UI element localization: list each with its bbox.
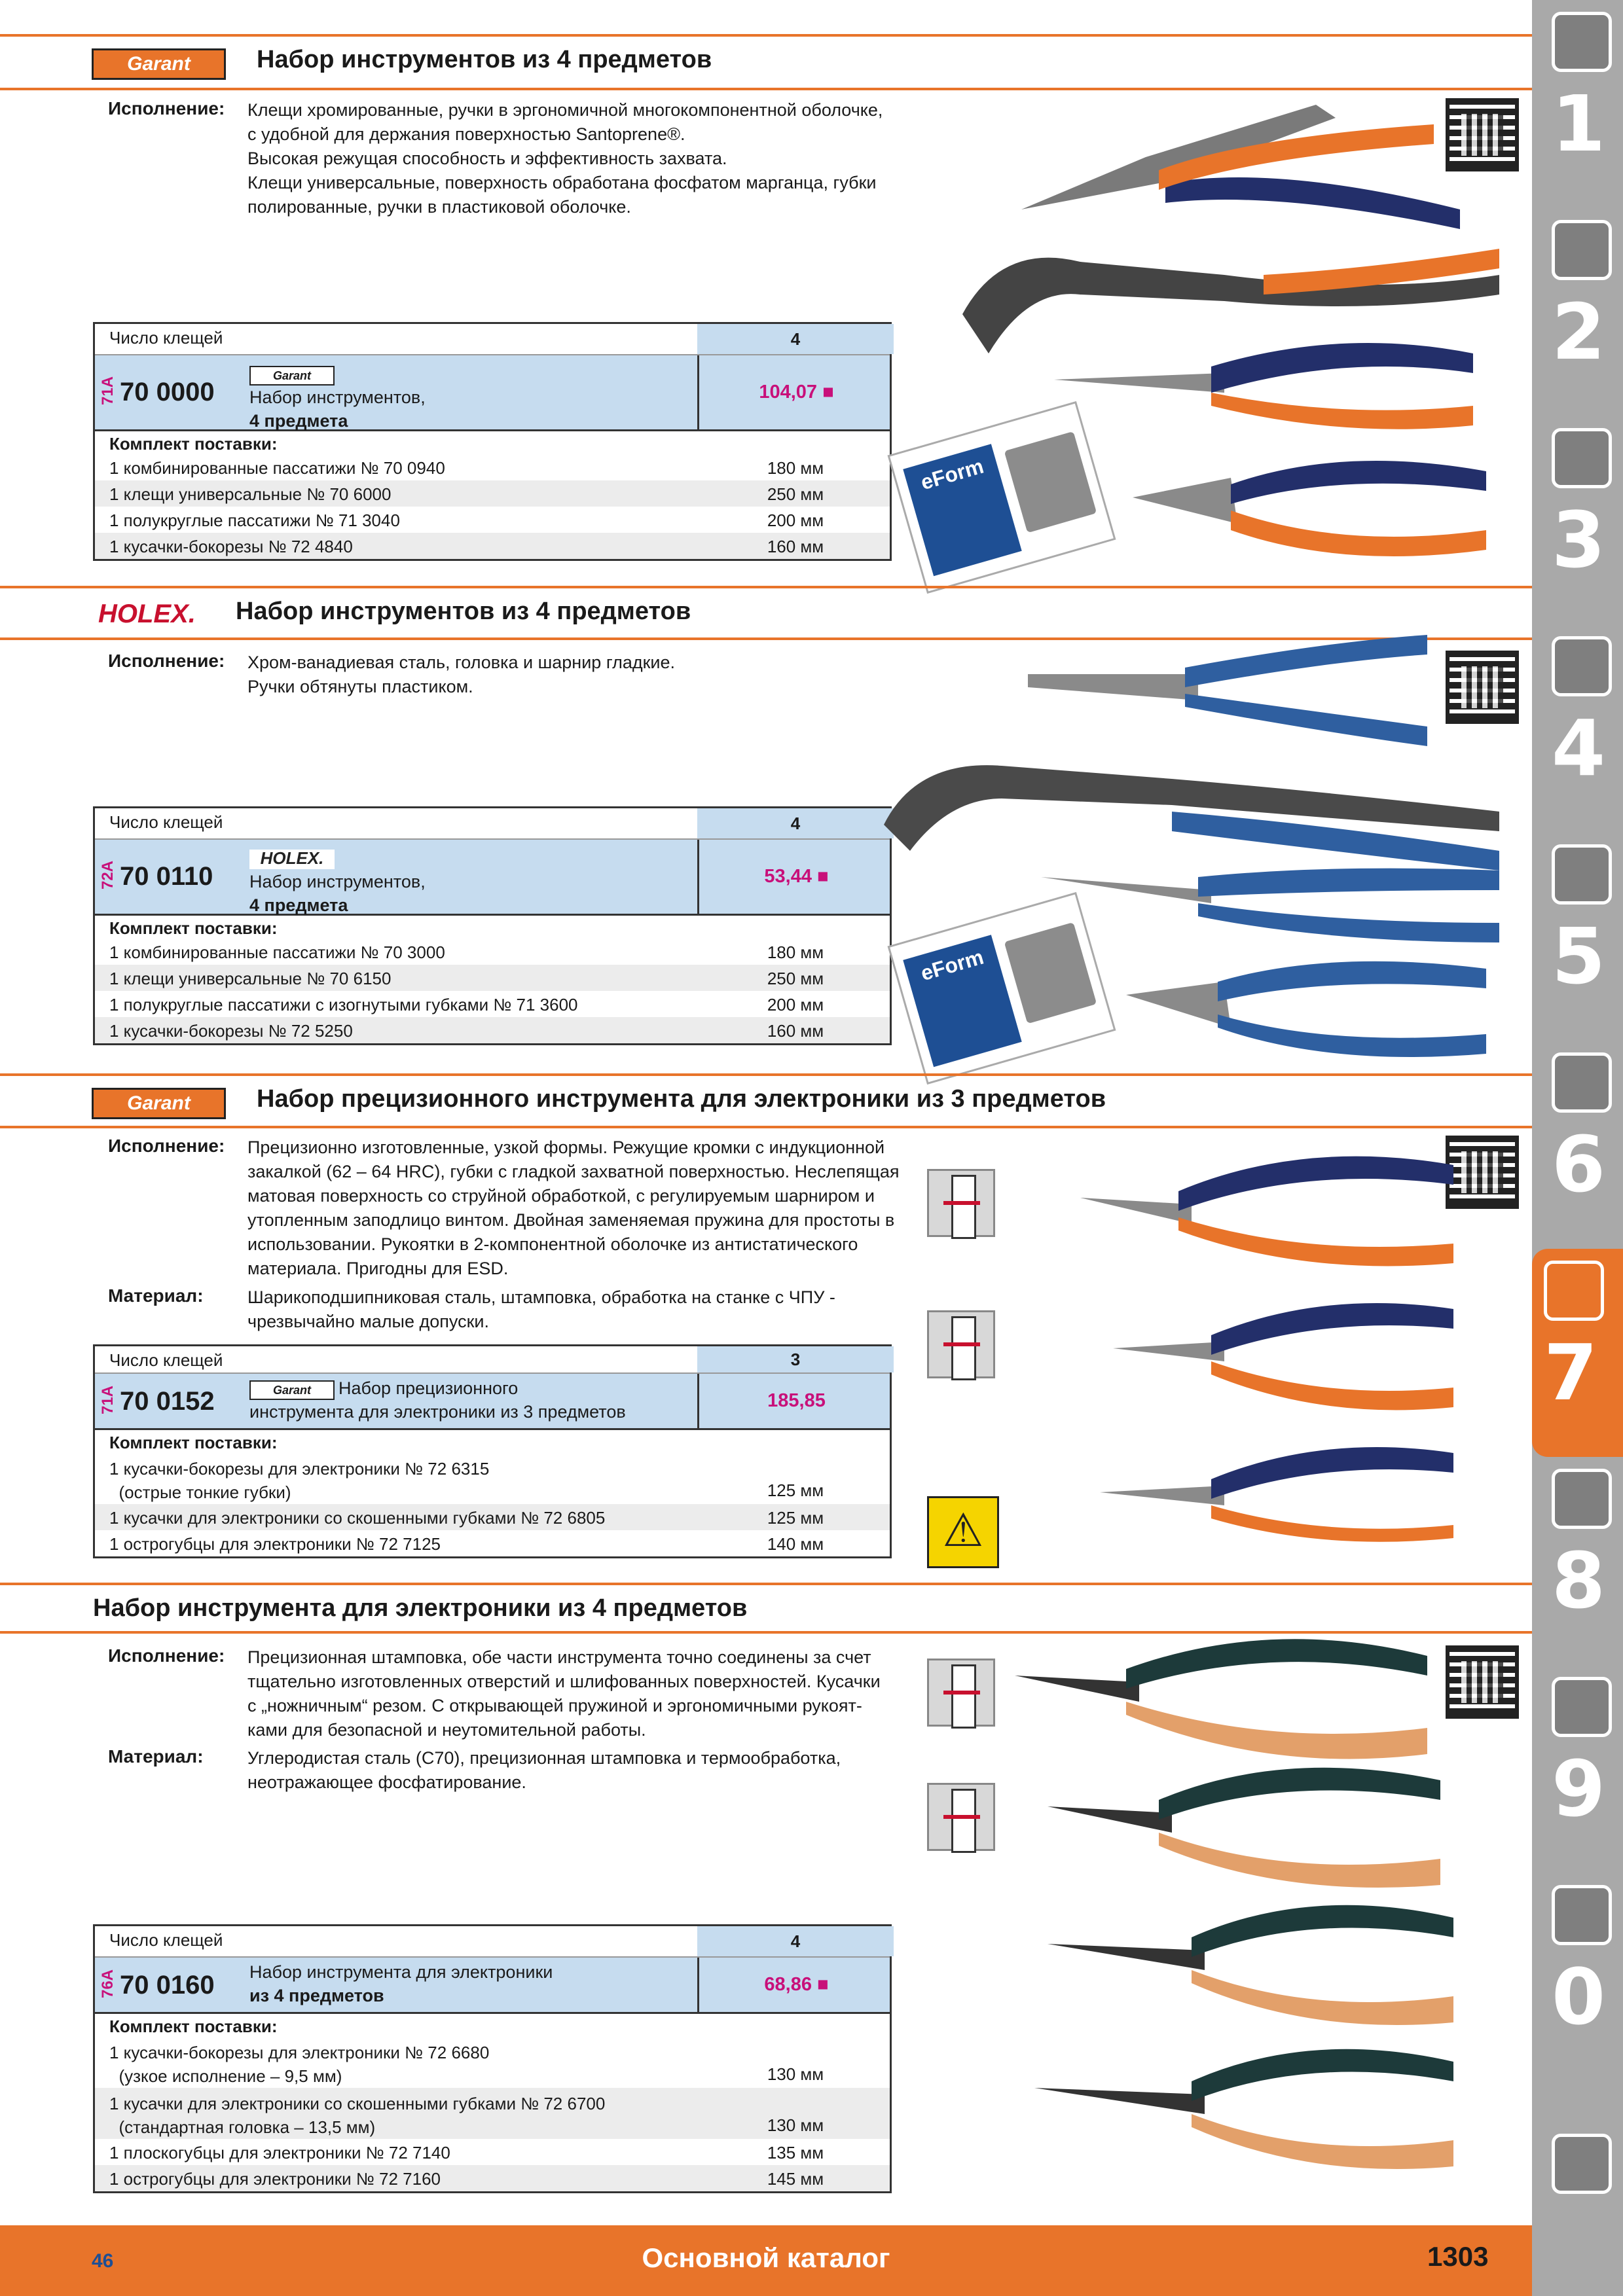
caliper-icon	[1552, 636, 1612, 696]
article-number[interactable]: 70 0152	[120, 1387, 215, 1416]
price: 53,44 ■	[697, 840, 894, 914]
list-item: 1 клещи универсальные № 70 6150 250 мм	[95, 965, 890, 991]
chapter-tabs	[1532, 0, 1623, 2296]
material-text: Шарикоподшипниковая сталь, штамповка, обработка на станке с ЧПУ - чрезвычайно малые допуски.	[247, 1287, 835, 1331]
info-icon	[1552, 2134, 1612, 2194]
eform-icon[interactable]: eForm	[887, 401, 1116, 594]
pliers-image	[1028, 635, 1427, 746]
supply-label: Комплект поставки:	[109, 1433, 278, 1452]
section-title: Набор инструмента для электроники из 4 предметов	[93, 1594, 748, 1622]
execution-label: Исполнение:	[108, 1645, 225, 1666]
list-item: 1 острогубцы для электроники № 72 7160 145 мм	[95, 2165, 890, 2191]
execution-text: Клещи хромированные, ручки в эргономичной многокомпонентной оболочке, с удобной для держания поверхностью Santoprene®. Высокая режущая способность и эффективность захвата. Клещи универсальные, поверхность обработана фосфатом марганца, губки полированные, ручки в пластиковой оболочке.	[247, 100, 883, 217]
holex-logo: HOLEX.	[98, 600, 196, 628]
price: 68,86 ■	[697, 1958, 894, 2012]
article-name: Набор инструмента для электроники из 4 предметов	[249, 1962, 553, 2005]
garant-logo: Garant	[249, 1380, 335, 1400]
material-text: Углеродистая сталь (С70), прецизионная штамповка и термообработка, неотражающее фосфатирование.	[247, 1748, 841, 1792]
price: 104,07 ■	[697, 355, 894, 429]
cutting-edge-icon	[927, 1783, 995, 1851]
tab-chapter-4[interactable]: 4	[1540, 624, 1617, 833]
pliers-image	[1113, 1303, 1453, 1410]
article-number[interactable]: 70 0160	[120, 1971, 215, 2000]
pliers-image	[1126, 961, 1486, 1057]
list-item: 1 кусачки-бокорезы для электроники № 72 6315 (острые тонкие губки) 125 мм	[109, 1459, 824, 1502]
list-item: 1 кусачки-бокорезы № 72 5250 160 мм	[95, 1017, 890, 1043]
list-item: 1 комбинированные пассатижи № 70 3000 180 мм	[109, 942, 824, 962]
pliers-image	[1048, 1768, 1440, 1888]
supply-label: Комплект поставки:	[109, 2017, 278, 2036]
pliers-image	[1041, 869, 1499, 942]
tool-cabinet-icon	[1552, 1677, 1612, 1737]
pliers-image	[1048, 1905, 1453, 2025]
garant-logo: Garant	[92, 1088, 226, 1119]
pliers-image	[1080, 1157, 1453, 1266]
page-number-left: 46	[92, 2250, 114, 2272]
pliers-set-image	[871, 628, 1512, 1060]
safety-goggles-icon	[1552, 1885, 1612, 1945]
garant-logo: Garant	[249, 366, 335, 386]
pliers-set-image	[1008, 1617, 1467, 2193]
supply-label: Комплект поставки:	[109, 918, 278, 938]
execution-text: Прецизионная штамповка, обе части инструмента точно соединены за счет тщательно изготовленных отверстий и шлифованных поверхностей. Кусачки с „ножничным“ резом. С открывающей пружиной и эргономичными рукоят- ками для безопасной и неутомительной работы.	[247, 1647, 881, 1740]
page-footer	[0, 2225, 1532, 2296]
execution-label: Исполнение:	[108, 651, 225, 671]
execution-text: Прецизионно изготовленные, узкой формы. Режущие кромки с индукционной закалкой (62 – 64 HRC), губки с гладкой захватной поверхностью. Неслепящая матовая поверхность со струйной обработкой, с регулируемым шарниром и утопленным заподлицо винтом. Двойная заменяемая пружина для простоты в использовании. Рукоятки в 2-компонентной оболочке из антистатического материала. Пригодны для ESD.	[247, 1138, 900, 1278]
pliers-image	[1054, 343, 1473, 429]
tab-chapter-1[interactable]: 1	[1540, 0, 1617, 208]
list-item: 1 плоскогубцы для электроники № 72 7140 135 мм	[109, 2143, 824, 2162]
cutting-edge-icon	[927, 1310, 995, 1378]
list-item: 1 острогубцы для электроники № 72 7125 140 мм	[109, 1534, 824, 1554]
article-row[interactable]: 76A 70 0160 Набор инструмента для электроники из 4 предметов 68,86 ■	[95, 1958, 890, 2014]
tab-chapter-3[interactable]: 3	[1540, 416, 1617, 624]
tab-chapter-2[interactable]: 2	[1540, 208, 1617, 416]
product-table	[93, 1344, 892, 1558]
pliers-image	[1100, 1447, 1453, 1542]
article-row[interactable]: 72A 70 0110 HOLEX. Набор инструментов, 4 предмета 53,44 ■	[95, 840, 890, 916]
pliers-set-image	[1074, 1126, 1467, 1545]
pliers-image	[1015, 1639, 1427, 1759]
tab-chapter-5[interactable]: 5	[1540, 833, 1617, 1041]
toolkit-icon	[1552, 1469, 1612, 1529]
table-header: Число клещей 3	[95, 1346, 890, 1374]
pliers-set-image	[949, 79, 1506, 569]
table-header: Число клещей 4	[95, 1926, 890, 1958]
list-item: 1 полукруглые пассатижи с изогнутыми губками № 71 3600 200 мм	[109, 995, 824, 1014]
table-header: Число клещей 4	[95, 808, 890, 840]
list-item: 1 кусачки-бокорезы для электроники № 72 6680 (узкое исполнение – 9,5 мм) 130 мм	[109, 2043, 824, 2086]
product-table	[93, 1924, 892, 2193]
section-title: Набор прецизионного инструмента для электроники из 3 предметов	[257, 1085, 1106, 1113]
insert-icon	[1552, 220, 1612, 280]
section-title: Набор инструментов из 4 предметов	[236, 598, 691, 625]
material-label: Материал:	[108, 1746, 204, 1767]
section-header	[0, 1076, 1532, 1128]
article-name: HOLEX. Набор инструментов, 4 предмета	[249, 848, 426, 915]
tab-chapter-6[interactable]: 6	[1540, 1041, 1617, 1249]
pliers-image	[1133, 461, 1486, 556]
execution-text: Хром-ванадиевая сталь, головка и шарнир гладкие. Ручки обтянуты пластиком.	[247, 653, 676, 696]
article-row[interactable]: 71A 70 0152 Garant Набор прецизионного инструмента для электроники из 3 предметов 185,85	[95, 1374, 890, 1430]
chuck-icon	[1552, 428, 1612, 488]
product-table	[93, 806, 892, 1045]
execution-label: Исполнение:	[108, 1136, 225, 1156]
price: 185,85	[697, 1374, 894, 1428]
catalog-title: Основной каталог	[642, 2242, 890, 2273]
supply-label: Комплект поставки:	[109, 434, 278, 454]
execution-label: Исполнение:	[108, 98, 225, 118]
holex-logo: HOLEX.	[249, 850, 335, 869]
tab-chapter-9[interactable]: 9	[1540, 1665, 1617, 1873]
list-item: 1 кусачки для электроники со скошенными губками № 72 6700 (стандартная головка – 13,5 мм) 130 мм	[95, 2088, 890, 2139]
article-row[interactable]: 71A 70 0000 Garant Набор инструментов, 4 предмета 104,07 ■	[95, 355, 890, 431]
pliers-image	[1034, 2049, 1453, 2169]
tab-chapter-8[interactable]: 8	[1540, 1457, 1617, 1665]
list-item: 1 кусачки для электроники со скошенными губками № 72 6805 125 мм	[95, 1504, 890, 1530]
article-number[interactable]: 70 0110	[120, 862, 213, 891]
pliers-hammer-icon	[1544, 1261, 1604, 1321]
tab-info[interactable]	[1540, 2081, 1617, 2225]
wrench-screwdriver-icon	[1552, 1052, 1612, 1113]
article-number[interactable]: 70 0000	[120, 378, 215, 406]
tab-chapter-0[interactable]: 0	[1540, 1873, 1617, 2081]
section-title: Набор инструментов из 4 предметов	[257, 46, 712, 73]
cutting-edge-icon	[927, 1169, 995, 1237]
drill-bit-icon	[1552, 12, 1612, 72]
pliers-image	[962, 249, 1499, 353]
pliers-image	[1021, 105, 1460, 229]
list-item: 1 комбинированные пассатижи № 70 0940 180 мм	[109, 458, 824, 478]
grinding-disc-icon	[1552, 844, 1612, 905]
cutting-edge-icon	[927, 1659, 995, 1727]
article-name: Garant Набор инструментов, 4 предмета	[249, 362, 426, 433]
material-label: Материал:	[108, 1285, 204, 1306]
pliers-image	[884, 765, 1499, 870]
esd-warning-icon	[927, 1496, 999, 1568]
list-item: 1 кусачки-бокорезы № 72 4840 160 мм	[95, 533, 890, 559]
page-number-right: 1303	[1427, 2241, 1489, 2272]
list-item: 1 полукруглые пассатижи № 71 3040 200 мм	[109, 511, 824, 530]
garant-logo: Garant	[92, 48, 226, 80]
eform-icon[interactable]: eForm	[887, 892, 1116, 1085]
tab-chapter-7[interactable]: 7	[1532, 1249, 1623, 1457]
list-item: 1 клещи универсальные № 70 6000 250 мм	[95, 480, 890, 507]
product-table	[93, 322, 892, 561]
article-name: Garant Набор прецизионного инструмента для электроники из 3 предметов	[249, 1378, 626, 1422]
table-header: Число клещей 4	[95, 324, 890, 355]
